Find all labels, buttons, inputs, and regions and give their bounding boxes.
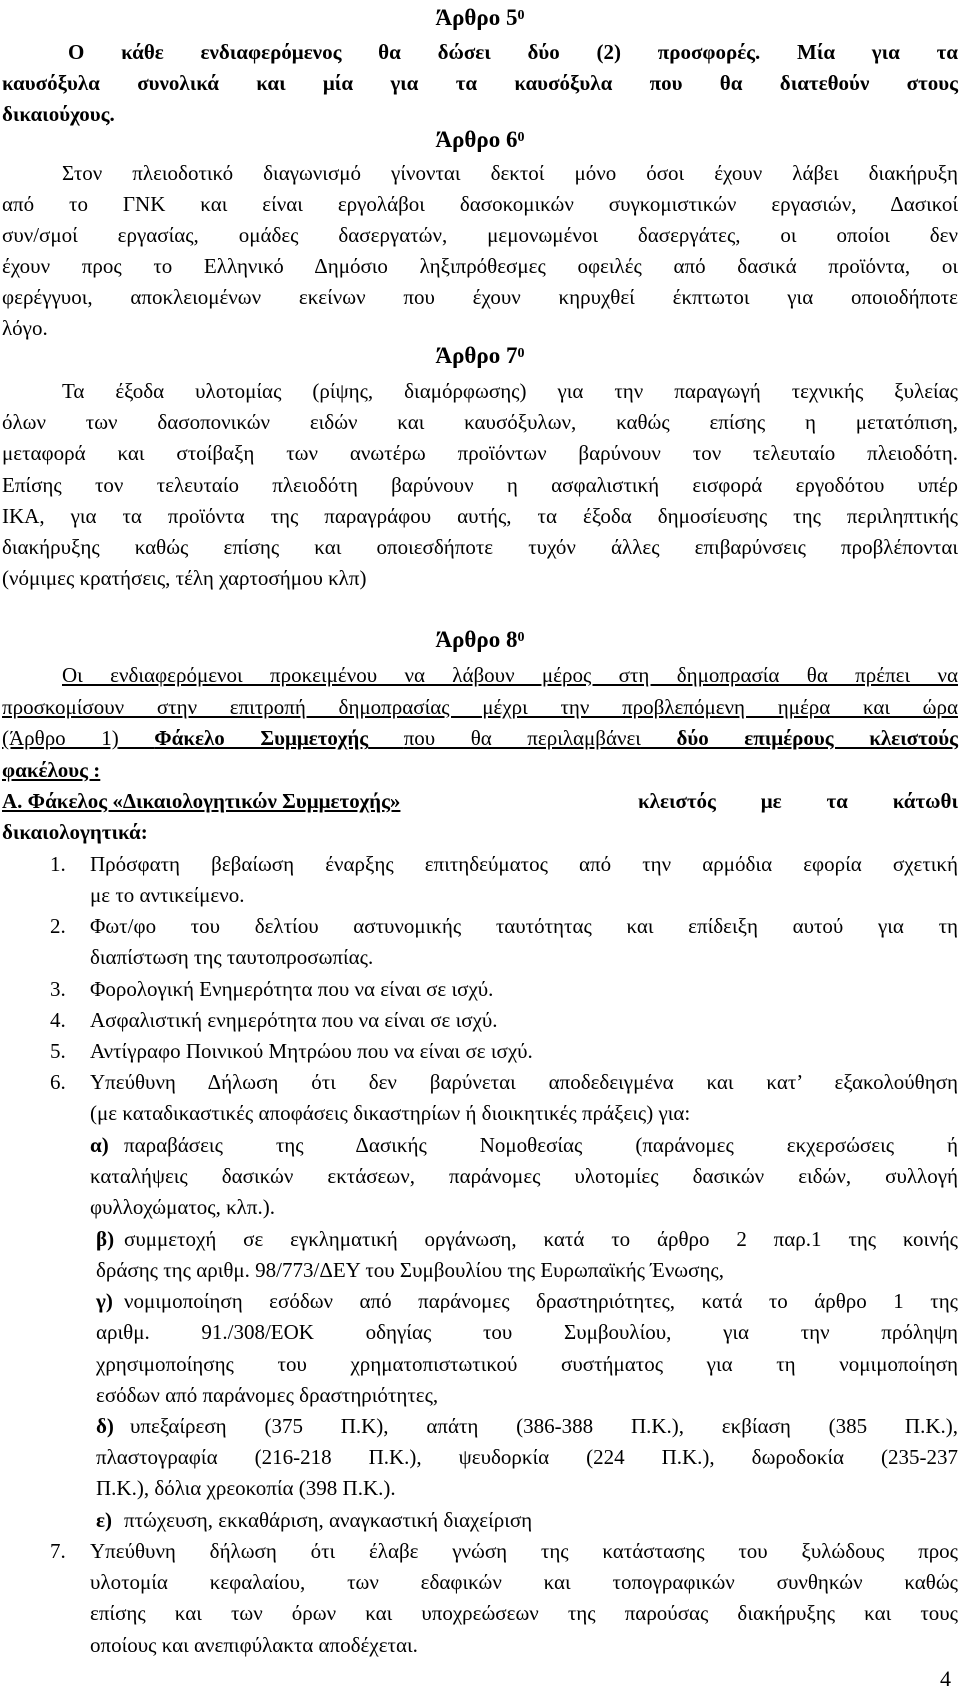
article-8-line-6: δικαιολογητικά: — [2, 820, 148, 844]
article-7-line-1: Τα έξοδα υλοτομίας (ρίψης, διαμόρφωσης) για την παραγωγή τεχνικής ξυλείας — [62, 379, 958, 403]
page-number: 4 — [940, 1666, 951, 1691]
item-6c-line-4: εσόδων από παράνομες δραστηριότητες, — [96, 1383, 439, 1407]
article-6-line-6: λόγο. — [2, 316, 48, 340]
item-4-number: 4. — [50, 1008, 66, 1032]
item-7-line-3: επίσης και των όρων και υποχρεώσεων της παρούσας διακήρυξης και τους — [90, 1601, 958, 1625]
item-6c-line-1: νομιμοποίηση εσόδων από παράνομες δραστηριότητες, κατά το άρθρο 1 της — [124, 1289, 958, 1313]
article-8-line-1: Οι ενδιαφερόμενοι προκειμένου να λάβουν μέρος στη δημοπρασία θα πρέπει να — [62, 663, 958, 687]
item-6e-label: ε) — [96, 1508, 112, 1532]
item-5-number: 5. — [50, 1039, 66, 1063]
article-8-line-3: (Άρθρο 1) Φάκελο Συμμετοχής που θα περιλαμβάνει δύο επιμέρους κλειστούς — [2, 726, 959, 750]
item-7-number: 7. — [50, 1539, 66, 1563]
article-7-heading: Άρθρο $7^0$ — [435, 343, 525, 368]
article-8-heading: Άρθρο $8^0$ — [435, 627, 525, 652]
item-6d-line-2: πλαστογραφία (216-218 Π.Κ.), ψευδορκία (224 Π.Κ.), δωροδοκία (235-237 — [96, 1445, 958, 1469]
item-6a-line-2: καταλήψεις δασικών εκτάσεων, παράνομες υλοτομίες δασικών ειδών, συλλογή — [90, 1164, 958, 1188]
item-6d-line-1: υπεξαίρεση (375 Π.Κ), απάτη (386-388 Π.Κ.), εκβίαση (385 Π.Κ.), — [130, 1414, 958, 1438]
item-1-number: 1. — [50, 852, 66, 876]
item-6c-line-2: αριθμ. 91./308/ΕΟΚ οδηγίας του Συμβουλίου, για την πρόληψη — [96, 1320, 958, 1344]
article-7-line-7: (νόμιμες κρατήσεις, τέλη χαρτοσήμου κλπ) — [2, 566, 367, 590]
article-8-line-2: προσκομίσουν στην επιτροπή δημοπρασίας μέχρι την προβλεπόμενη ημέρα και ώρα — [2, 695, 958, 719]
article-5-line-1: Ο κάθε ενδιαφερόμενος θα δώσει δύο (2) προσφορές. Μία για τα — [68, 40, 958, 64]
article-6-line-5: φερέγγυοι, αποκλειομένων εκείνων που έχουν κηρυχθεί έκπτωτοι για οποιοδήποτε — [2, 285, 958, 309]
article-5-line-3: δικαιούχους. — [2, 102, 115, 126]
item-6a-line-1: παραβάσεις της Δασικής Νομοθεσίας (παράνομες εκχερσώσεις ή — [124, 1133, 958, 1157]
article-7-line-4: Επίσης τον τελευταίο πλειοδότη βαρύνουν η ασφαλιστική εισφορά εργοδότου υπέρ — [2, 473, 958, 497]
article-8-envelope-a-tail: κλειστός με τα κάτωθι — [638, 789, 958, 813]
item-6b-line-2: δράσης της αριθμ. 98/773/ΔΕΥ του Συμβουλίου της Ευρωπαϊκής Ένωσης, — [96, 1258, 725, 1282]
item-1-line-2: με το αντικείμενο. — [90, 883, 245, 907]
article-7-line-3: μεταφορά και στοίβαξη των ανωτέρω προϊόντων βαρύνουν τον τελευταίο πλειοδότη. — [2, 441, 958, 465]
item-6-line-1: Υπεύθυνη Δήλωση ότι δεν βαρύνεται αποδεδειγμένα και κατ’ εξακολούθηση — [90, 1070, 958, 1094]
item-5-text: Αντίγραφο Ποινικού Μητρώου που να είναι σε ισχύ. — [90, 1039, 533, 1063]
item-2-number: 2. — [50, 914, 66, 938]
item-3-text: Φορολογική Ενημερότητα που να είναι σε ισχύ. — [90, 977, 494, 1001]
article-5-line-2: καυσόξυλα συνολικά και μία για τα καυσόξυλα που θα διατεθούν στους — [2, 71, 958, 95]
item-6c-label: γ) — [96, 1289, 113, 1313]
item-6b-label: β) — [96, 1227, 115, 1251]
item-6e-line-1: πτώχευση, εκκαθάριση, αναγκαστική διαχείριση — [124, 1508, 533, 1532]
item-6-line-2: (με καταδικαστικές αποφάσεις δικαστηρίων ή διοικητικές πράξεις) για: — [90, 1101, 691, 1125]
item-6a-line-3: φυλλοχώματος, κλπ.). — [90, 1195, 275, 1219]
item-1-line-1: Πρόσφατη βεβαίωση έναρξης επιτηδεύματος από την αρμόδια εφορία σχετική — [90, 852, 958, 876]
item-6d-line-3: Π.Κ.), δόλια χρεοκοπία (398 Π.Κ.). — [96, 1476, 396, 1500]
item-7-line-4: οποίους και ανεπιφύλακτα αποδέχεται. — [90, 1633, 418, 1657]
item-2-line-2: διαπίστωση της ταυτοπροσωπίας. — [90, 945, 374, 969]
item-6-number: 6. — [50, 1070, 66, 1094]
article-5-heading: Άρθρο $5^0$ — [435, 5, 525, 30]
item-7-line-2: υλοτομία κεφαλαίου, των εδαφικών και τοπογραφικών συνθηκών καθώς — [90, 1570, 958, 1594]
article-8-line-4: φακέλους : — [2, 758, 101, 782]
article-7-line-2: όλων των δασοπονικών ειδών και καυσόξυλων, καθώς επίσης η μετατόπιση, — [2, 410, 958, 434]
article-6-line-3: συν/σμοί εργασίας, ομάδες δασεργατών, μεμονωμένοι δασεργάτες, οι οποίοι δεν — [2, 223, 958, 247]
item-7-line-1: Υπεύθυνη δήλωση ότι έλαβε γνώση της κατάστασης του ξυλώδους προς — [90, 1539, 958, 1563]
item-3-number: 3. — [50, 977, 66, 1001]
article-6-line-2: από το ΓΝΚ και είναι εργολάβοι δασοκομικών συγκομιστικών εργασιών, Δασικοί — [2, 192, 958, 216]
article-7-line-5: ΙΚΑ, για τα προϊόντα της παραγράφου αυτής, τα έξοδα δημοσίευσης της περιληπτικής — [2, 504, 958, 528]
item-6c-line-3: χρησιμοποίησης του χρηματοπιστωτικού συστήματος για τη νομιμοποίηση — [96, 1352, 958, 1376]
article-8-envelope-a-title: Α. Φάκελος «Δικαιολογητικών Συμμετοχής» — [2, 789, 401, 813]
article-7-line-6: διακήρυξης καθώς επίσης και οποιεσδήποτε τυχόν άλλες επιβαρύνσεις προβλέπονται — [2, 535, 958, 559]
item-6b-line-1: συμμετοχή σε εγκληματική οργάνωση, κατά το άρθρο 2 παρ.1 της κοινής — [124, 1227, 958, 1251]
item-6d-label: δ) — [96, 1414, 114, 1438]
item-2-line-1: Φωτ/φο του δελτίου αστυνομικής ταυτότητας και επίδειξη αυτού για τη — [90, 914, 958, 938]
article-6-heading: Άρθρο $6^0$ — [435, 127, 525, 152]
article-6-line-1: Στον πλειοδοτικό διαγωνισμό γίνονται δεκτοί μόνο όσοι έχουν λάβει διακήρυξη — [62, 161, 958, 185]
item-4-text: Ασφαλιστική ενημερότητα που να είναι σε ισχύ. — [90, 1008, 498, 1032]
item-6a-label: α) — [90, 1133, 109, 1157]
article-6-line-4: έχουν προς το Ελληνικό Δημόσιο ληξιπρόθεσμες οφειλές από δασικά προϊόντα, οι — [2, 254, 958, 278]
